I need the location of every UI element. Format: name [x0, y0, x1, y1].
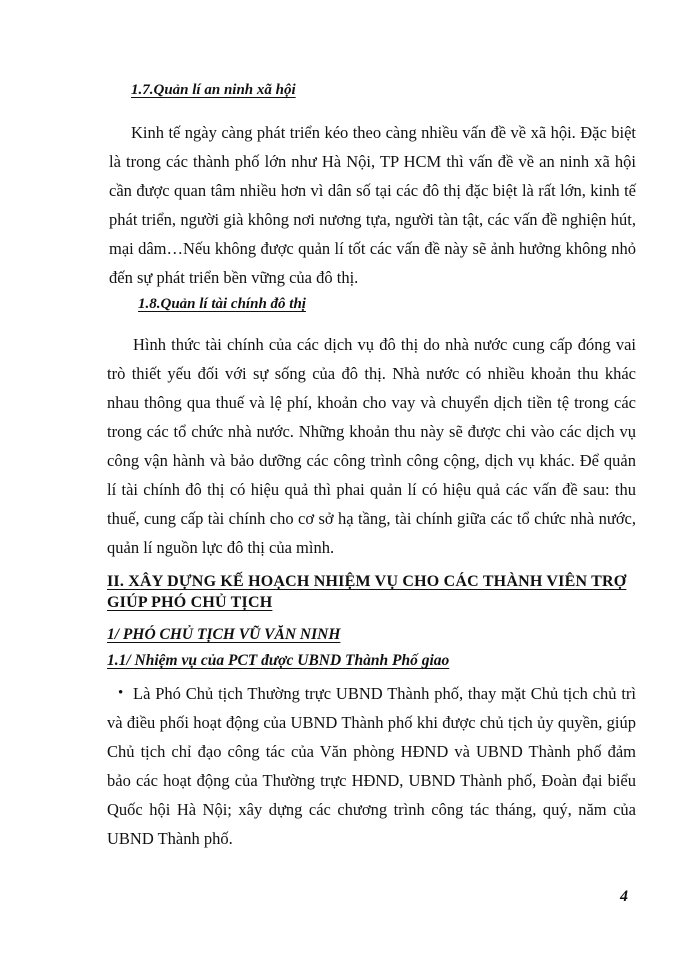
bullet-text: Là Phó Chủ tịch Thường trực UBND Thành phố, thay mặt Chủ tịch chủ trì và điều phối hoạt động của UBND Thành phố khi được chủ tịch ủy quyền, giúp Chủ tịch chỉ đạo công tác của Văn phòng HĐND và UBND Thành phố đảm bảo các hoạt động của Thường trực HĐND, UBND Thành phố, Đoàn đại biểu Quốc hội Hà Nội; xây dựng các chương trình công tác tháng, quý, năm của UBND Thành phố. — [107, 684, 636, 848]
section-1-8-heading: 1.8.Quản lí tài chính đô thị — [138, 296, 306, 312]
subsection-1-heading: 1/ PHÓ CHỦ TỊCH VŨ VĂN NINH — [107, 626, 341, 643]
subsection-1-1-heading: 1.1/ Nhiệm vụ của PCT được UBND Thành Phố giao — [107, 652, 450, 669]
bullet-marker: • — [118, 685, 124, 701]
section-II-heading: II. XÂY DỰNG KẾ HOẠCH NHIỆM VỤ CHO CÁC THÀNH VIÊN TRỢ GIÚP PHÓ CHỦ TỊCH — [107, 573, 627, 611]
section-1-7-paragraph: Kinh tế ngày càng phát triển kéo theo càng nhiều vấn đề về xã hội. Đặc biệt là trong các thành phố lớn như Hà Nội, TP HCM thì vấn đề về an ninh xã hội cần được quan tâm nhiều hơn vì dân số tại các đô thị đặc biệt là rất lớn, kinh tế phát triển, người già không nơi nương tựa, người tàn tật, các vấn đề nghiện hút, mại dâm…Nếu không được quản lí tốt các vấn đề này sẽ ảnh hưởng không nhỏ đến sự phát triển bền vững của đô thị. — [109, 123, 636, 287]
page-number: 4 — [620, 888, 628, 905]
section-1-8-paragraph: Hình thức tài chính của các dịch vụ đô thị do nhà nước cung cấp đóng vai trò thiết yếu đối với sự sống của đô thị. Nhà nước có nhiều khoản thu khác nhau thông qua thuế và lệ phí, khoản cho vay và chuyển dịch tiền tệ trong các trong các tổ chức nhà nước. Những khoản thu này sẽ được chi vào các dịch vụ công vận hành và bảo dưỡng các công trình công cộng, dịch vụ khác. Để quản lí tài chính đô thị có hiệu quả thì phai quản lí có hiệu quả các vấn đề sau: thu thuế, cung cấp tài chính cho cơ sở hạ tầng, tài chính giữa các tổ chức nhà nước, quản lí nguồn lực đô thị của mình. — [107, 335, 636, 557]
bullet-list-item — [107, 679, 636, 853]
section-1-7-heading: 1.7.Quản lí an ninh xã hội — [131, 82, 296, 98]
